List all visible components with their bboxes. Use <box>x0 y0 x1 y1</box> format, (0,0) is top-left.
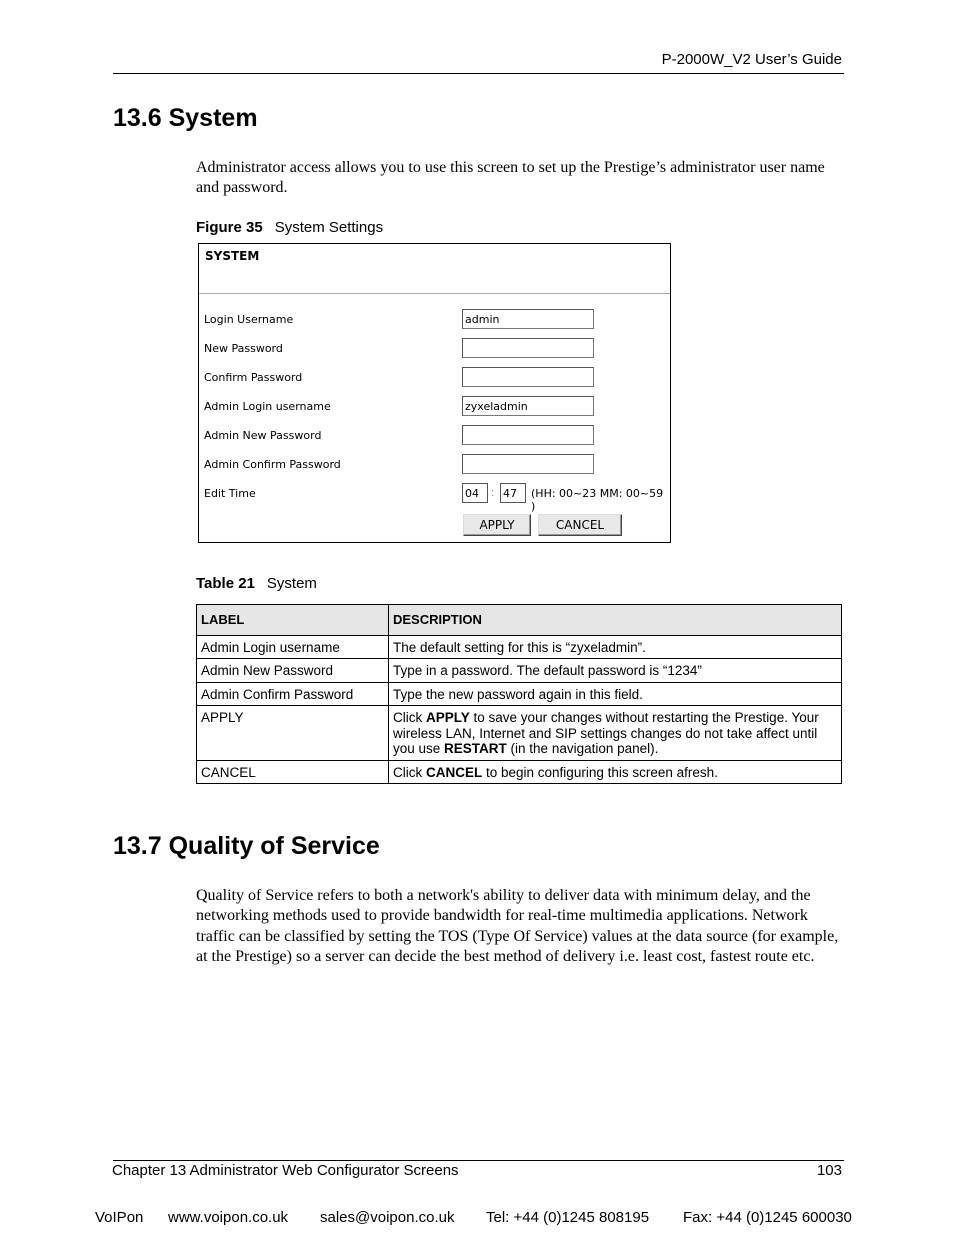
contact-tel: Tel: +44 (0)1245 808195 <box>486 1209 650 1226</box>
admin-login-username-label: Admin Login username <box>204 400 331 413</box>
table-row <box>197 635 842 659</box>
field-row-admin-login-username <box>199 396 670 418</box>
contact-fax: Fax: +44 (0)1245 600030 <box>683 1209 852 1226</box>
row-label: APPLY <box>197 706 389 761</box>
field-row-new-password <box>199 338 670 360</box>
header-rule <box>113 73 844 74</box>
new-password-label: New Password <box>204 342 283 355</box>
table-row <box>197 706 842 761</box>
admin-login-username-input[interactable]: zyxeladmin <box>462 396 594 416</box>
table-caption-text: System <box>266 575 317 592</box>
desc-bold-restart: RESTART <box>444 741 507 756</box>
row-label: Admin Confirm Password <box>197 682 389 706</box>
admin-confirm-password-input[interactable] <box>462 454 594 474</box>
footer-page-number: 103 <box>816 1162 842 1179</box>
desc-bold-apply: APPLY <box>426 710 470 725</box>
row-description: The default setting for this is “zyxeladmin”. <box>389 635 842 659</box>
table-header-description: DESCRIPTION <box>389 605 842 636</box>
new-password-input[interactable] <box>462 338 594 358</box>
edit-time-hint: (HH: 00~23 MM: 00~59 ) <box>531 487 664 513</box>
confirm-password-label: Confirm Password <box>204 371 303 384</box>
footer-chapter: Chapter 13 Administrator Web Configurator Screens <box>112 1162 459 1179</box>
system-intro-paragraph: Administrator access allows you to use this screen to set up the Prestige’s administrator user name and password. <box>196 159 825 197</box>
admin-confirm-password-label: Admin Confirm Password <box>204 458 341 471</box>
table-header-label: LABEL <box>197 605 389 636</box>
edit-time-separator: : <box>491 487 495 499</box>
field-row-admin-confirm-password <box>199 454 670 476</box>
panel-divider <box>199 293 670 294</box>
row-label: Admin New Password <box>197 659 389 683</box>
row-label: Admin Login username <box>197 635 389 659</box>
row-description <box>389 706 842 761</box>
desc-text: to begin configuring this screen afresh. <box>482 764 718 780</box>
section-heading-qos: 13.7 Quality of Service <box>113 832 380 860</box>
desc-text: Click <box>393 764 426 780</box>
contact-website: www.voipon.co.uk <box>168 1209 289 1226</box>
figure-number: Figure 35 <box>196 219 263 236</box>
row-label: CANCEL <box>197 760 389 784</box>
table-row <box>197 682 842 706</box>
field-row-edit-time <box>199 483 670 513</box>
confirm-password-input[interactable] <box>462 367 594 387</box>
field-row-login-username <box>199 309 670 331</box>
section-heading-system: 13.6 System <box>113 104 258 132</box>
contact-email: sales@voipon.co.uk <box>320 1209 455 1226</box>
desc-bold-cancel: CANCEL <box>426 764 483 780</box>
cancel-button[interactable]: CANCEL <box>538 514 622 536</box>
edit-time-minute-input[interactable]: 47 <box>500 483 526 503</box>
system-description-table <box>196 604 842 784</box>
table-number: Table 21 <box>196 575 255 592</box>
desc-text: (in the navigation panel). <box>506 741 659 756</box>
table-header-row <box>197 605 842 636</box>
qos-paragraph: Quality of Service refers to both a network's ability to deliver data with minimum delay, and the networking methods used to provide bandwidth for real-time multimedia applications. Network traffic can be classified by setting the TOS (Type Of Service) values at the data source (for example, at the Prestige) so a server can decide the best method of delivery i.e. least cost, fastest route etc. <box>196 887 839 965</box>
desc-text: Click <box>393 710 426 725</box>
panel-title: SYSTEM <box>205 249 260 263</box>
running-header: P-2000W_V2 User’s Guide <box>661 51 842 68</box>
edit-time-hour-input[interactable]: 04 <box>462 483 488 503</box>
apply-button[interactable]: APPLY <box>463 514 531 536</box>
desc-text: to save your changes without restarting the Prestige. Your wireless LAN, Internet and SIP settings changes do not take affect until you use <box>393 710 819 756</box>
table-row <box>197 760 842 784</box>
edit-time-label: Edit Time <box>204 487 256 500</box>
figure-caption <box>196 219 383 236</box>
row-description: Type in a password. The default password is “1234” <box>389 659 842 683</box>
system-settings-figure <box>198 243 671 543</box>
field-row-confirm-password <box>199 367 670 389</box>
row-description <box>389 760 842 784</box>
field-row-admin-new-password <box>199 425 670 447</box>
table-caption <box>196 575 317 592</box>
admin-new-password-input[interactable] <box>462 425 594 445</box>
footer-rule <box>113 1160 844 1161</box>
admin-new-password-label: Admin New Password <box>204 429 322 442</box>
row-description: Type the new password again in this field. <box>389 682 842 706</box>
contact-company: VoIPon <box>95 1209 144 1226</box>
login-username-label: Login Username <box>204 313 294 326</box>
login-username-input[interactable]: admin <box>462 309 594 329</box>
table-row <box>197 659 842 683</box>
figure-caption-text: System Settings <box>274 219 384 236</box>
